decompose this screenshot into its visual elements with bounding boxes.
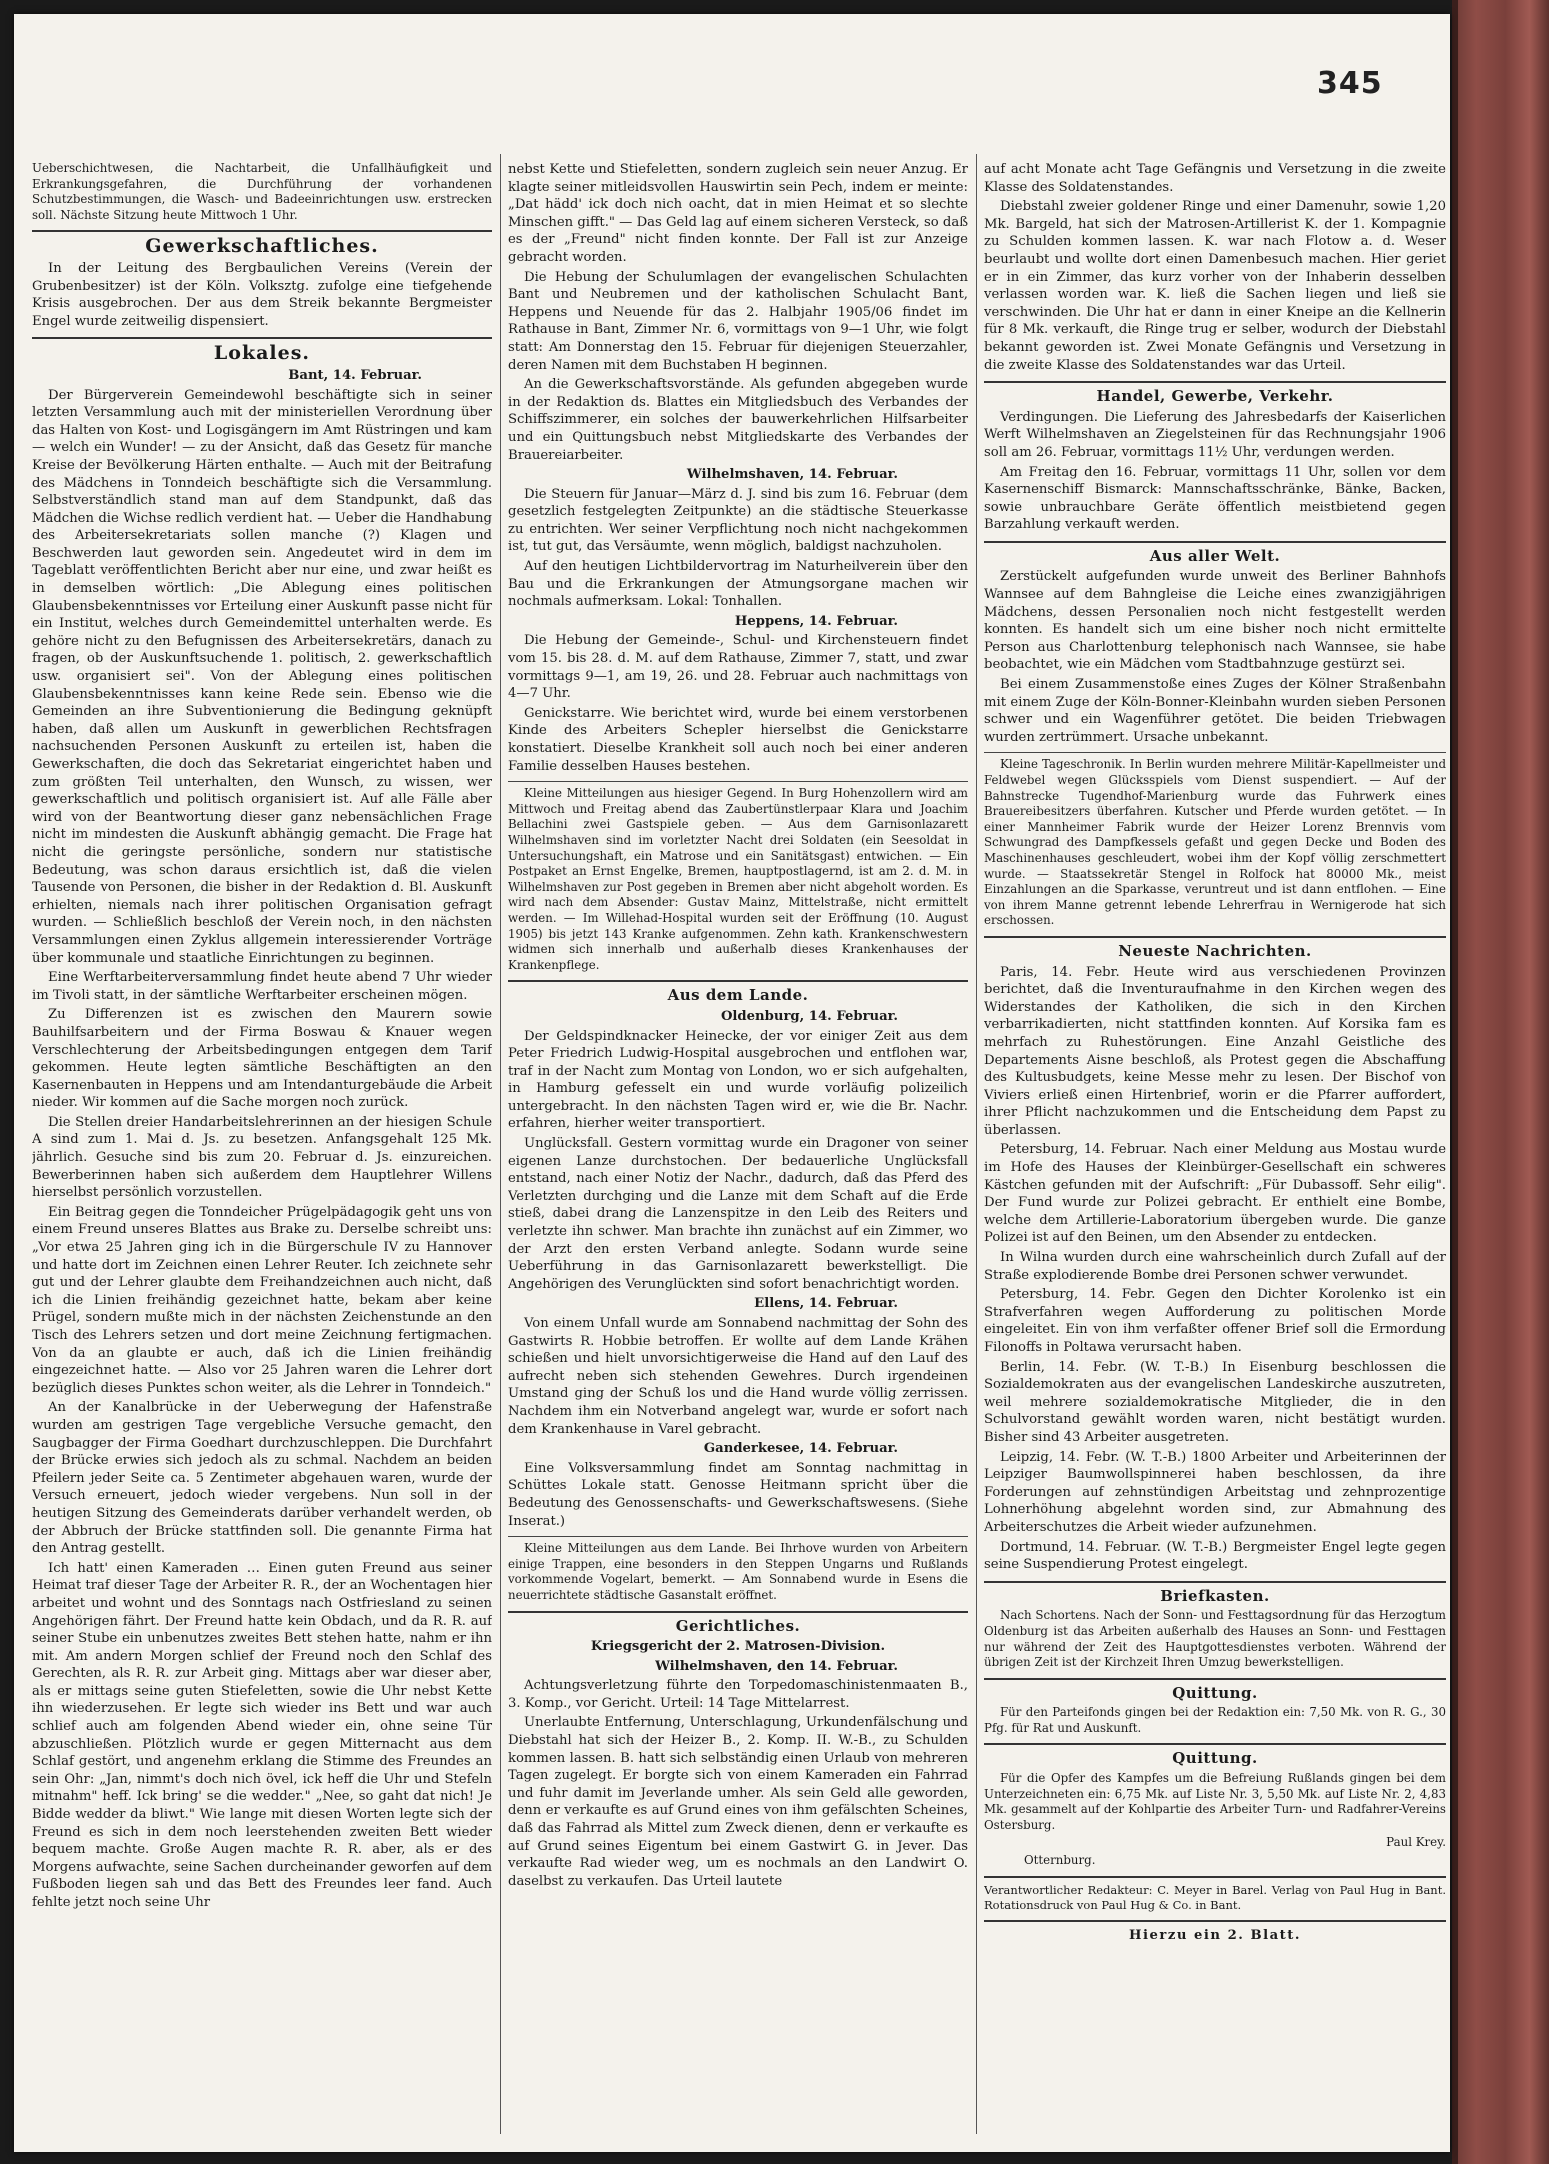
article-text: Ueberschichtwesen, die Nachtarbeit, die Unfallhäufigkeit und Erkrankungsgefahren, die Durchführung der vorhandenen Schutzbestimmungen, die Wasch- und Badeeinrichtungen usw. erstrecken soll. Nächste Sitzung heute Mittwoch 1 Uhr. [32,161,492,222]
article-text: An die Gewerkschaftsvorstände. Als gefunden abgegeben wurde in der Redaktion ds. Blattes ein Mitgliedsbuch des Verbandes der Schiffszimmerer, ein solches der bauwerkehrlichen Hilfsarbeiter und ein Quittungsbuch nebst Mitgliedskarte des Verbandes der Brauereiarbeiter. [508,377,968,463]
article-text: Von einem Unfall wurde am Sonnabend nachmittag der Sohn des Gastwirts R. Hobbie betroffen. Er wollte auf dem Lande Krähen schießen und hielt unvorsichtigerweise die Hand auf den Lauf des aufrecht neben sich stehenden Gewehres. Durch irgendeinen Umstand ging der Schuß los und die Hand wurde völlig zerrissen. Nachdem ihm ein Notverband angelegt war, wurde er sofort nach dem Krankenhause in Varel gebracht. [508,1316,968,1437]
article-text: Ich hatt' einen Kameraden … Einen guten Freund aus seiner Heimat traf dieser Tage der Arbeiter R. R., der an Wochentagen hier arbeitet und wohnt und des Sonntags nach Ostfriesland zu seinen Angehörigen fährt. Der Freund hatte kein Obdach, und da R. R. auf seiner Stube ein unbenutzes zweites Bett stehen hatte, nahm er ihn mit. Am andern Morgen schlief der Freund noch den Schlaf des Gerechten, als R. R. zur Arbeit ging. Mittags aber war dieser aber, als er mittags seine guten Stiefeletten, sowie die Uhr nebst Kette ihn wiederzusehen. Er legte sich wieder ins Bett und war auch schlief auch am folgenden Abend wieder ein, ohne seine Tür abzuschließen. Plötzlich wurde er gegen Mitternacht aus dem Schlaf gestört, und angenehm erklang die Stimme des Freundes an sein Ohr: „Jan, nimmt's doch nich övel, ick heff die Uhr und Stefeln mitnahm" heff. Ick bring' se die wedder." „Nee, so gaht dat nich! Je Bidde wedder da bliwt." Wie lange mit diesen Worten legte sich der Freund es sich in dem noch leerstehenden zweiten Bett wieder bequem machte. Große Augen machte R. R. aber, als er des Morgens aufwachte, seine Sachen durcheinander geworfen auf dem Fußboden liegen sah und das Bett des Freundes leer fand. Auch fehlte jetzt noch seine Uhr [32,1560,492,1910]
article-text-small: Für den Parteifonds gingen bei der Redaktion ein: 7,50 Mk. von R. G., 30 Pfg. für Rat und Auskunft. [984,1705,1446,1735]
section-heading-handel: Handel, Gewerbe, Verkehr. [1096,387,1334,406]
newspaper-page [14,14,1450,2152]
article-text: Paris, 14. Febr. Heute wird aus verschiedenen Provinzen berichtet, daß die Inventuraufnahme in den Kirchen wegen des Widerstandes der Katholiken, die sich in den Kirchen verbarrikadierten, nicht stattfinden konnten. Auf Korsika fam es mehrfach zu Ruhestörungen. Eine Anzahl Geistliche des Departements Aisne beschloß, als Protest gegen die Abschaffung des Kultusbudgets, keine Messe mehr zu lesen. Der Bischof von Viviers erließ einen Hirtenbrief, worin er die Pfarrer auffordert, ihrer Pflicht nachzukommen und die Entscheidung dem Papst zu überlassen. [984,964,1446,1138]
dateline: Ellens, 14. Februar. [754,1296,898,1312]
article-text-small: Kleine Tageschronik. In Berlin wurden mehrere Militär-Kapellmeister und Feldwebel wegen Glücksspiels vom Dienst suspendiert. — Auf der Bahnstrecke Tugendhof-Marienburg wurde das Fuhrwerk eines Brauereibesitzers überfahren. Kutscher und Pferde wurden getötet. — In einer Mannheimer Fabrik wurde der Heizer Lorenz Brennvis vom Schwungrad des Dampfkessels gefaßt und gegen Decke und Boden des Maschinenhauses geschleudert, wobei ihm der Kopf völlig zerschmettert wurde. — Staatssekretär Stengel in Rolfock hat 80000 Mk., meist Einzahlungen an die Sparkasse, veruntreut und ist dann entflohen. — Eine von ihrem Manne getrennt lebende Lehrerfrau in Wernigerode hat sich erschossen. [984,757,1446,928]
article-text: Zu Differenzen ist es zwischen den Maurern sowie Bauhilfsarbeitern und der Firma Boswau & Knauer wegen Verschlechterung der Arbeitsbedingungen entgegen dem Tarif gekommen. Heute legten sämtliche Beschäftigten an den Kasernenbauten in Heppens und am Intendanturgebäude die Arbeit nieder. Wir kommen auf die Sache morgen noch zurück. [32,1007,492,1111]
article-text: Verdingungen. Die Lieferung des Jahresbedarfs der Kaiserlichen Werft Wilhelmshaven an Ziegelsteinen für das Rechnungsjahr 1906 soll am 26. Februar, vormittags 11½ Uhr, verdungen werden. [984,409,1446,460]
article-text-small: Für die Opfer des Kampfes um die Befreiung Rußlands gingen bei dem Unterzeichneten ein: 6,75 Mk. auf Liste Nr. 3, 5,50 Mk. auf Liste Nr. 2, 4,83 Mk. gesammelt auf der Kohlpartie des Arbeiter Turn- und Radfahrer-Vereins Ostersburg. [984,1771,1446,1832]
article-text: Genickstarre. Wie berichtet wird, wurde bei einem verstorbenen Kinde des Arbeiters Schepler hierselbst die Genickstarre konstatiert. Dieselbe Krankheit soll auch noch bei einer anderen Familie desselben Hauses bestehen. [508,705,968,774]
column-2 [508,161,968,2136]
place-name: Otternburg. [1024,1853,1096,1868]
article-text: In Wilna wurden durch eine wahrscheinlich durch Zufall auf der Straße explodierende Bombe drei Personen schwer verwundet. [984,1250,1446,1283]
article-text: Unerlaubte Entfernung, Unterschlagung, Urkundenfälschung und Diebstahl hat sich der Heizer B., 2. Komp. II. W.-B., zu Schulden kommen lassen. B. hatt sich selbständig einen Urlaub von mehreren Tagen zugelegt. Er borgte sich von einem Kameraden ein Fahrrad und fuhr damit im Jeverlande umher. Als sein Geld alle geworden, denn er verkaufte es auf Grund eines von ihm gefälschten Scheines, daß das Fahrrad als Mittel zum Zweck dienen, denn er verkaufte es auf Grund seines Eigentum bei einem Gastwirt G. in Jever. Das verkaufte Rad wieder weg, um es nochmals an den Landwirt O. daselbst zu verkaufen. Das Urteil lautete [508,1715,968,1889]
article-text: Eine Volksversammlung findet am Sonntag nachmittag in Schüttes Lokale statt. Genosse Heitmann spricht über die Bedeutung des Genossenschafts- und Gewerkschaftswesens. (Siehe Inserat.) [508,1460,968,1529]
imprint: Verantwortlicher Redakteur: C. Meyer in Barel. Verlag von Paul Hug in Bant. Rotationsdruck von Paul Hug & Co. in Bant. [984,1882,1446,1912]
section-heading-lande: Aus dem Lande. [667,986,809,1005]
dateline: Wilhelmshaven, 14. Februar. [686,467,898,483]
article-text: Leipzig, 14. Febr. (W. T.-B.) 1800 Arbeiter und Arbeiterinnen der Leipziger Baumwollspinnerei haben beschlossen, da ihre Forderungen auf zehnstündigen Arbeitstag und zehnprozentige Lohnerhöhung abgelehnt worden sind, zur Abmahnung des Arbeiterschutzes die Arbeit wieder aufzunehmen. [984,1449,1446,1535]
article-text: Petersburg, 14. Februar. Nach einer Meldung aus Mostau wurde im Hofe des Hauses der Kleinbürger-Gesellschaft ein schweres Kästchen gefunden mit der Aufschrift: „Für Dubassoff. Sehr eilig". Der Fund wurde zur Polizei gebracht. Er enthielt eine Bombe, welche dem Artillerie-Laboratorium übergeben wurde. Die ganze Polizei ist auf den Beinen, um den Absender zu entdecken. [984,1142,1446,1246]
article-text: Bei einem Zusammenstoße eines Zuges der Kölner Straßenbahn mit einem Zuge der Köln-Bonner-Kleinbahn wurden sieben Personen schwer und ein Wagenführer getötet. Die beiden Triebwagen wurden zertrümmert. Ursache unbekannt. [984,677,1446,745]
article-text: Eine Werftarbeiterversammlung findet heute abend 7 Uhr wieder im Tivoli statt, in der sämtliche Werftarbeiter erscheinen mögen. [32,970,492,1003]
article-text: Achtungsverletzung führte den Torpedomaschinistenmaaten B., 3. Komp., vor Gericht. Urteil: 14 Tage Mittelarrest. [508,1678,968,1711]
column-divider [976,154,977,2134]
section-heading-quittung: Quittung. [1172,1749,1258,1768]
section-rule [984,752,1446,753]
section-rule [984,936,1446,938]
article-text: Am Freitag den 16. Februar, vormittags 11 Uhr, sollen vor dem Kasernenschiff Bismarck: Mannschaftsschränke, Bänke, Backen, sowie unbrauchbare Geräte öffentlich meistbietend gegen Barzahlung verkauft werden. [984,464,1446,533]
binding-edge [1452,0,1458,2164]
section-rule [984,1743,1446,1745]
article-text: In der Leitung des Bergbaulichen Vereins (Verein der Grubenbesitzer) ist der Köln. Volksztg. zufolge eine tiefgehende Krisis ausgebrochen. Der aus dem Streik bekannte Bergmeister Engel wurde zeitweilig dispensiert. [32,260,492,329]
column-divider [500,154,501,2134]
article-text: Unglücksfall. Gestern vormittag wurde ein Dragoner von seiner eigenen Lanze durchstochen. Der bedauerliche Unglücksfall entstand, nach einer Notiz der Nachr., dadurch, daß das Pferd des Verletzten durchging und die Lanze mit dem Schaft auf die Erde stieß, dabei drang die Lanzenspitze in den Leib des Reiters und verletzte ihn schwer. Man brachte ihn zunächst auf ein Zimmer, wo der Arzt den ersten Verband anlegte. Sodann wurde seine Ueberführung in das Garnisonlazarett bewerkstelligt. Die Angehörigen des Verunglückten sind sofort benachrichtigt worden. [508,1136,968,1292]
subheading: Kriegsgericht der 2. Matrosen-Division. [590,1639,886,1655]
section-heading-lokales: Lokales. [213,342,311,365]
section-rule [508,1536,968,1537]
article-text: Dortmund, 14. Februar. (W. T.-B.) Bergmeister Engel legte gegen seine Suspendierung Protest eingelegt. [984,1539,1446,1573]
article-text: Die Hebung der Gemeinde-, Schul- und Kirchensteuern findet vom 15. bis 28. d. M. auf dem Rathause, Zimmer 7, statt, und zwar vormittags 9—1, am 19, 26. und 28. Februar auch nachmittags von 4—7 Uhr. [508,633,968,702]
section-rule [984,1678,1446,1680]
article-text-small: Kleine Mitteilungen aus hiesiger Gegend. In Burg Hohenzollern wird am Mittwoch und Freitag abend das Zaubertünstlerpaar Klara und Joachim Bellachini zwei Gastspiele geben. — Aus dem Garnisonlazarett Wilhelmshaven sind im vorletzter Nacht drei Soldaten (ein Seesoldat in Untersuchungshaft, ein Matrose und ein Sanitätsgast) entwichen. — Ein Postpaket an Ernst Engelke, Bremen, hauptpostlagernd, ist am 2. d. M. in Wilhelmshaven zur Post gegeben in Bremen aber nicht abgeholt worden. Es wird nach dem Absender: Gustav Mainz, Mittelstraße, nicht ermittelt werden. — Im Willehad-Hospital wurden seit der Eröffnung (10. August 1905) bis jetzt 143 Kranke aufgenommen. Zehn kath. Krankenschwestern widmen sich innerhalb und außerhalb dieses Krankenhauses der Krankenpflege. [508,786,968,972]
dateline: Wilhelmshaven, den 14. Februar. [655,1658,898,1674]
section-heading-gewerkschaft: Gewerkschaftliches. [145,235,379,258]
dateline: Bant, 14. Februar. [288,367,422,383]
column-1 [32,161,492,2136]
section-rule [508,1611,968,1613]
article-text: Die Hebung der Schulumlagen der evangelischen Schulachten Bant und Neubremen und der katholischen Schulacht Bant, Heppens und Neuende für das 2. Halbjahr 1905/06 findet im Rathause in Bant, Zimmer Nr. 6, vormittags von 9—1 Uhr, wie folgt statt: Am Donnerstag den 15. Februar für diejenigen Steuerzahler, deren Namen mit dem Buchstaben H beginnen. [508,269,968,373]
article-text-small: Kleine Mitteilungen aus dem Lande. Bei Ihrhove wurden von Arbeitern einige Trappen, eine besonders in den Steppen Ungarns und Rußlands vorkommende Vogelart, bemerkt. — Am Sonnabend wurde in Esens die neuerrichtete städtische Gasanstalt eröffnet. [508,1541,968,1602]
dateline: Oldenburg, 14. Februar. [720,1008,898,1024]
column-3 [984,161,1446,2136]
section-rule [508,781,968,782]
dateline: Ganderkesee, 14. Februar. [703,1441,898,1457]
section-rule [984,381,1446,383]
signature: Paul Krey. [1386,1835,1446,1850]
page-number: 345 [1317,66,1383,101]
article-text: auf acht Monate acht Tage Gefängnis und Versetzung in die zweite Klasse des Soldatenstandes. [984,162,1446,195]
section-rule [508,980,968,982]
article-text: Berlin, 14. Febr. (W. T.-B.) In Eisenburg beschlossen die Sozialdemokraten aus der evangelischen Landeskirche auszutreten, weil mehrere sozialdemokratische Mitglieder, die in den Schulvorstand gewählt worden waren, nicht bestätigt wurden. Bisher sind 43 Arbeiter ausgetreten. [984,1359,1446,1445]
article-text: Der Geldspindknacker Heinecke, der vor einiger Zeit aus dem Peter Friedrich Ludwig-Hospital ausgebrochen und entflohen war, traf in der Nacht zum Montag von London, wo er sich aufgehalten, in Hamburg gefesselt ein und wurde vorläufig polizeilich untergebracht. In den nächsten Tagen wird er, wie die Br. Nachr. erfahren, hierher weiter transportiert. [508,1028,968,1132]
article-text: Diebstahl zweier goldener Ringe und einer Damenuhr, sowie 1,20 Mk. Bargeld, hat sich der Matrosen-Artillerist K. der 1. Kompagnie zu Schulden kommen lassen. K. war nach Flotow a. d. Weser beurlaubt und wollte dort einen Damenbesuch machen. Hier geriet er in ein Zimmer, das kurz vorher von der Inhaberin desselben verlassen worden war. K. ließ die Sachen liegen und ließ sie verschwinden. Die Uhr hat er dann in einer Kneipe an die Kellnerin für 8 Mk. verkauft, die Ringe trug er selber, wodurch der Diebstahl bekannt geworden ist. Zwei Monate Gefängnis und Versetzung in die zweite Klasse des Soldatenstandes war das Urteil. [984,199,1446,373]
article-text: nebst Kette und Stiefeletten, sondern zugleich sein neuer Anzug. Er klagte seiner mitleidsvollen Hauswirtin sein Pech, indem er meinte: „Dat hädd' ick doch nich oacht, dat in mien Heimat et so slechte Minschen gifft." — Das Geld lag auf einem sicheren Versteck, so daß es der „Freund" nicht finden konnte. Der Fall ist zur Anzeige gebracht worden. [508,162,968,265]
section-rule [984,1920,1446,1922]
article-text: An der Kanalbrücke in der Ueberwegung der Hafenstraße wurden am gestrigen Tage vergebliche Versuche gemacht, den Saugbagger der Firma Goedhart durchzuschleppen. Die Durchfahrt der Brücke erwies sich jedoch als zu schmal. Nachdem an beiden Pfeilern jeder Seite ca. 5 Zentimeter abgehauen waren, wurde der Versuch erneuert, jedoch wieder vergebens. Nun soll in der heutigen Sitzung des Gemeinderats darüber verhandelt werden, ob der Abbruch der Brücke stattfinden soll. Die genannte Firma hat den Antrag gestellt. [32,1400,492,1557]
book-binding [1452,0,1549,2164]
article-text: Zerstückelt aufgefunden wurde unweit des Berliner Bahnhofs Wannsee auf dem Bahngleise die Leiche eines zwanzigjährigen Mädchens, dessen Personalien noch nicht festgestellt werden konnten. Es handelt sich um eine bisher noch nicht ermittelte Person aus Charlottenburg telephonisch nach Wannsee, sie habe beobachtet, wie ein Mädchen vom Stadtbahnzuge gestürzt sei. [984,569,1446,673]
section-rule [984,1581,1446,1583]
dateline: Heppens, 14. Februar. [734,613,898,629]
article-text: Auf den heutigen Lichtbildervortrag im Naturheilverein über den Bau und die Erkrankungen der Atmungsorgane machen wir nochmals aufmerksam. Lokal: Tonhallen. [508,559,968,610]
section-rule [984,541,1446,543]
section-rule [32,337,492,339]
section-heading-quittung: Quittung. [1172,1683,1258,1702]
supplement-note: Hierzu ein 2. Blatt. [1129,1927,1301,1943]
article-text: Der Bürgerverein Gemeindewohl beschäftigte sich in seiner letzten Versammlung auch mit der ministeriellen Verordnung über das Halten von Kost- und Logisgängern im Amt Rüstringen und kam — welch ein Wunder! — zu der Ansicht, daß das Gesetz für manche Kreise der Bevölkerung Härten enthalte. — Auch mit der Beitrafung des Mädchens in Tonndeich beschäftigte sich die Versammlung. Selbstverständlich stand man auf dem Standpunkt, daß das Mädchen die Wichse redlich verdient hat. — Ueber die Handhabung des Arbeitersekretariats sollen manche (?) Klagen und Beschwerden laut geworden sein. Angedeutet wird in dem im Tageblatt veröffentlichten Bericht aber nur eine, und zwar heißt es in demselben wörtlich: „Die Ablegung eines politischen Glaubensbekenntnisses vor Erteilung einer Auskunft passe nicht für ein Institut, welches durch Gemeindemittel unterhalten werde. Es gehöre nicht zu den Befugnissen des Arbeitersekretärs, danach zu fragen, ob der Auskunftsuchende 1. politisch, 2. gewerkschaftlich usw. organisiert sei". Von der Ablegung eines politischen Glaubensbekenntnisses kann keine Rede sein. Ebenso wie die Gemeinden an ihre Subventionierung die Bedingung geknüpft haben, daß allen um Auskunft in gewerblichen Rechtsfragen nachsuchenden Personen Auskunft zu erteilen ist, haben die Gewerkschaften, die doch das Sekretariat eingerichtet haben und zum größten Teil unterhalten, den Wunsch, zu wissen, wer gewerkschaftlich und politisch organisiert ist. Auf alle Fälle aber wird von der Beantwortung dieser ganz nebensächlichen Frage nicht im mindesten die Auskunft abhängig gemacht. Die Frage hat nicht die geringste persönliche, sondern nur statistische Bedeutung, was schon daraus ersichtlich ist, daß die vielen Tausende von Personen, die bisher in der Redaktion d. Bl. Auskunft erhielten, niemals nach ihrer politischen Organisation gefragt wurden. — Schließlich beschloß der Verein noch, in den nächsten Versammlungen einen Zyklus allgemein interessierender Vorträge über kommunale und staatliche Einrichtungen zu beginnen. [32,387,492,966]
section-rule [984,1876,1446,1878]
section-rule [32,230,492,232]
article-text: Die Stellen dreier Handarbeitslehrerinnen an der hiesigen Schule A sind zum 1. Mai d. Js. zu besetzen. Anfangsgehalt 125 Mk. jährlich. Gesuche sind bis zum 20. Februar d. Js. einzureichen. Bewerberinnen haben sich außerdem dem Hauptlehrer Willens hierselbst persönlich vorzustellen. [32,1114,492,1201]
section-heading-welt: Aus aller Welt. [1149,546,1281,565]
section-heading-briefkasten: Briefkasten. [1160,1586,1270,1605]
article-text: Petersburg, 14. Febr. Gegen den Dichter Korolenko ist ein Strafverfahren wegen Aufforderung zu politischen Morde eingeleitet. Ein von ihm verfaßter offener Brief soll die Ermordung Filonoffs in Poltawa verursacht haben. [984,1287,1446,1355]
article-text: Ein Beitrag gegen die Tonndeicher Prügelpädagogik geht uns von einem Freund unseres Blattes aus Brake zu. Derselbe schreibt uns: „Vor etwa 25 Jahren ging ich in die Bürgerschule IV zu Hannover und hatte dort im Zeichnen einen Lehrer Reuter. Ich zeichnete sehr gut und der Lehrer glaubte dem Freihandzeichnen auch nicht, daß ich die Linien freihändig gezeichnet hatte, bekam aber keine Prügel, sondern mußte mich in der nächsten Zeichenstunde an den Tisch des Lehrers setzen und dort meine Zeichnung fertigmachen. Von da an glaubte er auch, daß ich die Linien freihändig eingezeichnet hatte. — Also vor 25 Jahren waren die Lehrer dort bezüglich dieses Punktes schon weiter, als die Lehrer in Tonndeich." [32,1204,492,1396]
section-heading-gericht: Gerichtliches. [675,1616,801,1635]
article-text: Die Steuern für Januar—März d. J. sind bis zum 16. Februar (dem gesetzlich festgelegten Zeitpunkte) an die städtische Steuerkasse zu entrichten. Wer seiner Verpflichtung noch nicht nachgekommen ist, tut gut, das Versäumte, wenn möglich, baldigst nachzuholen. [508,486,968,555]
article-text-small: Nach Schortens. Nach der Sonn- und Festtagsordnung für das Herzogtum Oldenburg ist das Arbeiten außerhalb des Hauses an Sonn- und Festtagen nur während der Zeit des Hauptgottesdienstes verboten. Während der übrigen Zeit ist der Kirchzeit Ihren Umzug bewerkstelligen. [984,1608,1446,1670]
section-heading-neueste: Neueste Nachrichten. [1118,941,1312,960]
